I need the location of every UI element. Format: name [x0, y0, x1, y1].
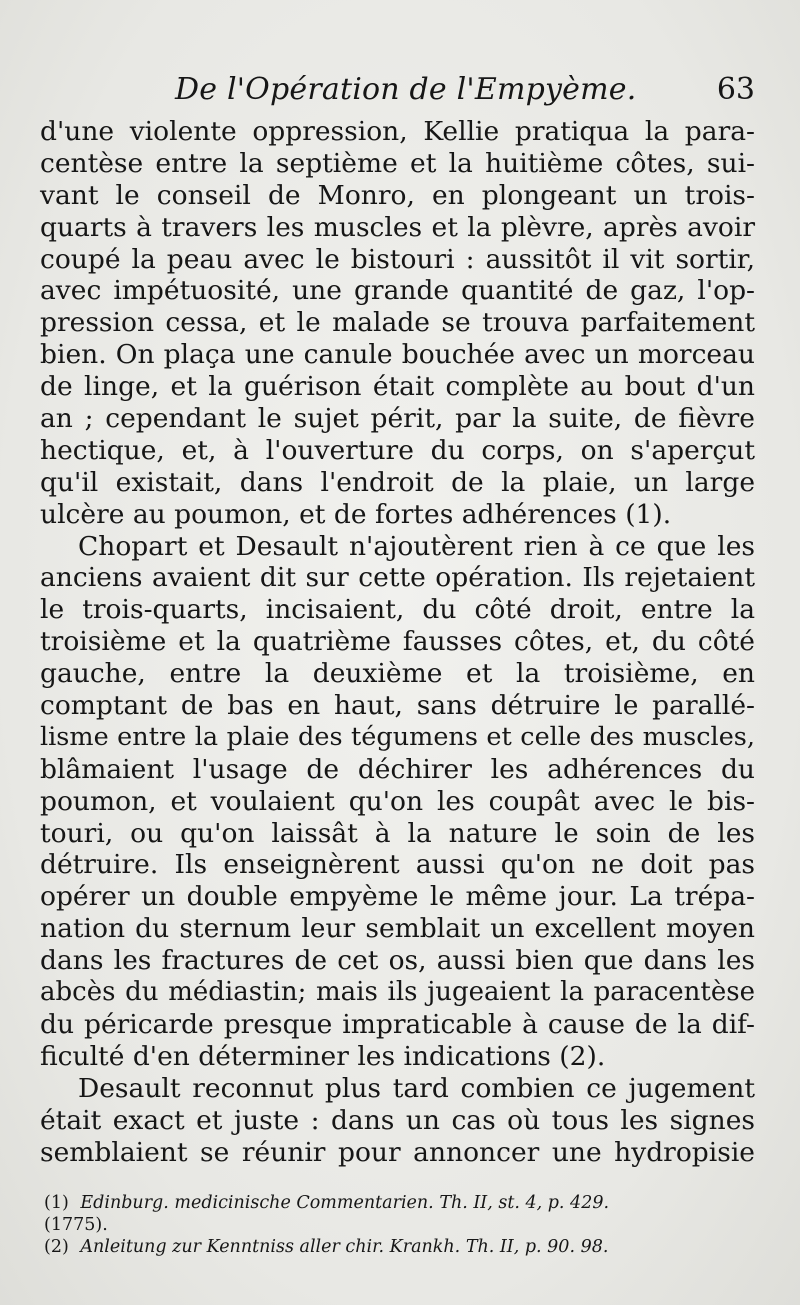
text-line: abcès du médiastin; mais ils jugeaient la paracentèse [40, 977, 755, 1008]
footnote-2 [44, 1236, 756, 1258]
text-line: anciens avaient dit sur cette opération. Ils rejetaient [40, 562, 755, 594]
page-header [40, 72, 755, 112]
text-line: d'une violente oppression, Kellie pratiqua la para- [40, 116, 755, 147]
text-line: était exact et juste : dans un cas où tous les signes [40, 1104, 755, 1136]
text-line: le trois-quarts, incisaient, du côté droit, entre la [40, 594, 755, 626]
paragraph-first-line: Desault reconnut plus tard combien ce jugement [78, 1072, 755, 1104]
text-line: troisième et la quatrième fausses côtes, et, du côté [40, 626, 755, 658]
body-text [40, 116, 755, 1168]
footnote-mark: (2) [44, 1237, 69, 1257]
footnotes [44, 1192, 756, 1258]
text-line: opérer un double empyème le même jour. La trépa- [40, 881, 755, 913]
text-line: blâmaient l'usage de déchirer les adhérences du [40, 753, 755, 785]
text-line: détruire. Ils enseignèrent aussi qu'on ne doit pas [40, 849, 755, 881]
text-line: pression cessa, et le malade se trouva parfaitement [40, 307, 755, 339]
text-line: touri, ou qu'on laissât à la nature le soin de les [40, 817, 755, 849]
footnote-1-continuation: (1775). [44, 1215, 108, 1235]
text-line: nation du sternum leur semblait un excellent moyen [40, 913, 755, 945]
text-line: avec impétuosité, une grande quantité de gaz, l'op- [40, 275, 755, 307]
text-line: du péricarde presque impraticable à cause de la dif- [40, 1008, 755, 1040]
footnote-source: Anleitung zur Kenntniss aller chir. Krankh. [80, 1237, 461, 1257]
text-line: centèse entre la septième et la huitième côtes, sui- [40, 147, 755, 179]
footnote-1 [44, 1192, 756, 1214]
text-line: ficulté d'en déterminer les indications (2). [40, 1040, 606, 1072]
text-line: comptant de bas en haut, sans détruire le parallé- [40, 690, 755, 722]
text-line: an ; cependant le sujet périt, par la suite, de fièvre [40, 403, 755, 435]
text-line: poumon, et voulaient qu'on les coupât avec le bis- [40, 785, 755, 817]
page-number: 63 [716, 72, 755, 107]
text-line: de linge, et la guérison était complète au bout d'un [40, 371, 755, 403]
paragraph-first-line: Chopart et Desault n'ajoutèrent rien à ce que les [78, 530, 755, 562]
text-line: gauche, entre la deuxième et la troisième, en [40, 658, 755, 690]
footnote-reference: Th. II, p. 90. 98. [465, 1237, 609, 1257]
text-line: quarts à travers les muscles et la plèvre, après avoir [40, 211, 755, 243]
text-line: ulcère au poumon, et de fortes adhérences (1). [40, 498, 672, 530]
running-head: De l'Opération de l'Empyème. [175, 72, 637, 107]
text-line: vant le conseil de Monro, en plongeant un trois- [40, 179, 755, 211]
text-line: bien. On plaça une canule bouchée avec un morceau [40, 339, 755, 371]
text-line: semblaient se réunir pour annoncer une hydropisie [40, 1136, 755, 1168]
footnote-reference: Th. II, st. 4, p. 429. [439, 1193, 610, 1213]
text-line: dans les fractures de cet os, aussi bien que dans les [40, 945, 755, 977]
footnote-mark: (1) [44, 1193, 69, 1213]
text-line: lisme entre la plaie des tégumens et celle des muscles, [40, 721, 755, 752]
text-line: qu'il existait, dans l'endroit de la plaie, un large [40, 466, 755, 498]
text-line: hectique, et, à l'ouverture du corps, on s'aperçut [40, 434, 755, 466]
footnote-source: Edinburg. medicinische Commentarien. [80, 1193, 434, 1213]
text-line: coupé la peau avec le bistouri : aussitôt il vit sortir, [40, 243, 755, 275]
